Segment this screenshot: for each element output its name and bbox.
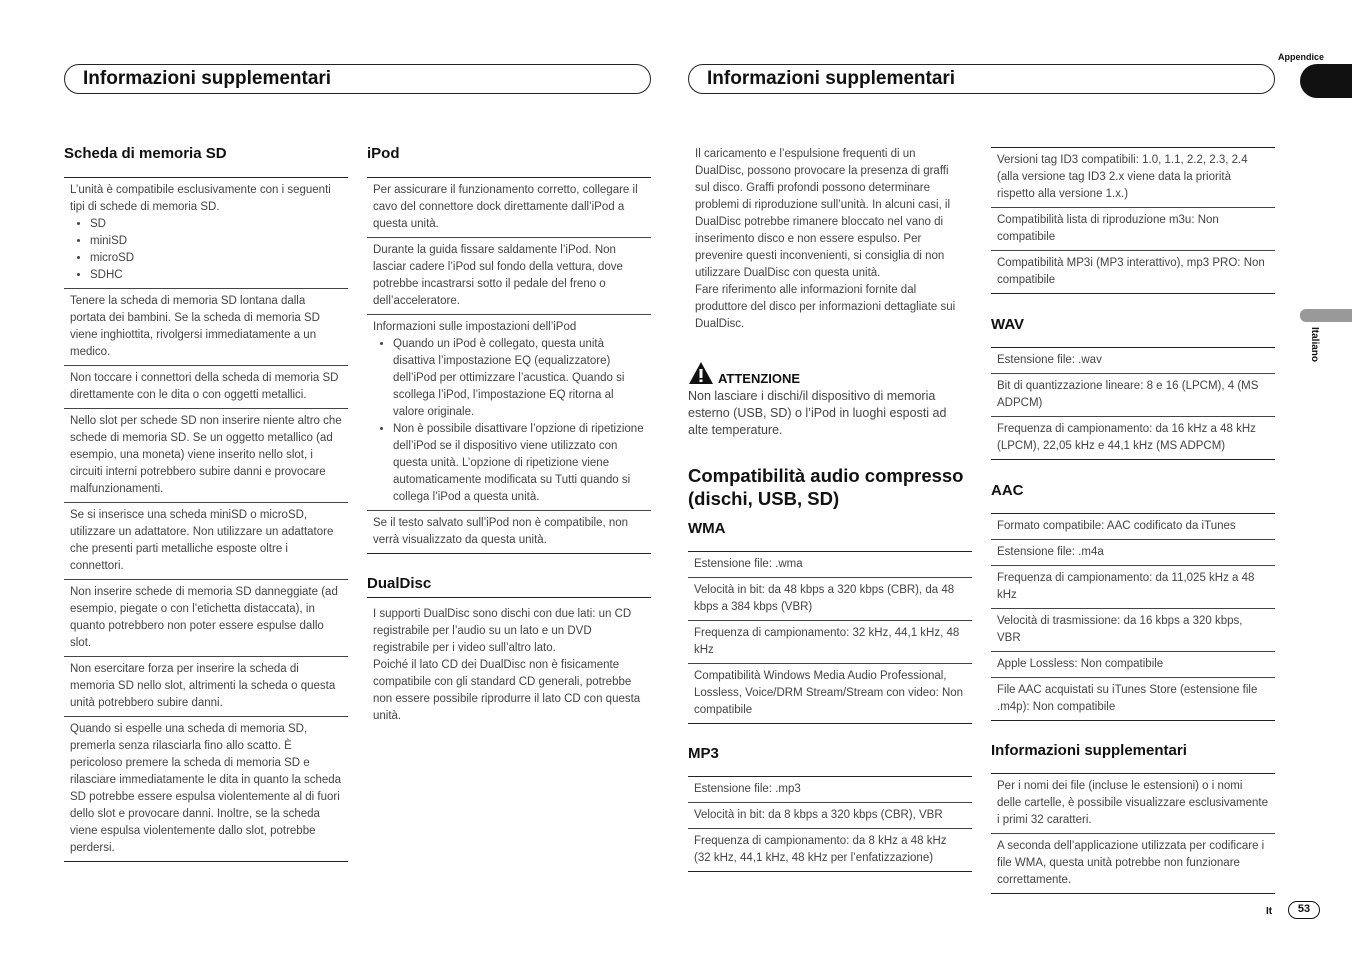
extra-info-section-title: Informazioni supplementari	[991, 742, 1187, 759]
right-page-title: Informazioni supplementari	[688, 64, 1275, 94]
wma-section-title: WMA	[688, 520, 726, 537]
table-row: Per i nomi dei file (incluse le estensioni) o i nomi delle cartelle, è possibile visualizzare esclusivamente i primi 32 caratteri.	[991, 774, 1275, 834]
table-row: Velocità in bit: da 8 kbps a 320 kbps (CBR), VBR	[688, 803, 972, 829]
sd-note: Non esercitare forza per inserire la scheda di memoria SD nello slot, altrimenti la scheda o questa unità potrebbero subire danni.	[64, 657, 348, 717]
caution-text: Non lasciare i dischi/il dispositivo di memoria esterno (USB, SD) o l’iPod in luoghi esposti ad alte temperature.	[688, 389, 947, 437]
mp3-table	[688, 776, 972, 872]
sd-note: Quando si espelle una scheda di memoria SD, premerla senza rilasciarla fino allo scatto. È pericoloso premere la scheda di memoria SD e rilasciare immediatamente le dita in quanto la scheda SD potrebbe essere espulsa violentemente al di fuori dello slot e provocare danni. Inoltre, se la scheda viene espulsa violentemente dallo slot, potrebbe perdersi.	[70, 723, 342, 854]
table-row: Formato compatibile: AAC codificato da iTunes	[991, 514, 1275, 540]
list-item: • miniSD	[90, 233, 342, 250]
dualdisc-section-title: DualDisc	[367, 575, 432, 592]
table-row: Estensione file: .m4a	[991, 540, 1275, 566]
aac-section-title: AAC	[991, 482, 1024, 499]
list-item: • SD	[90, 216, 342, 233]
table-row: Bit di quantizzazione lineare: 8 e 16 (LPCM), 4 (MS ADPCM)	[991, 374, 1275, 417]
table-row: Estensione file: .wma	[688, 552, 972, 578]
sd-types-list	[70, 216, 342, 284]
list-item: • SDHC	[90, 267, 342, 284]
sd-intro-text: L’unità è compatibile esclusivamente con i seguenti tipi di schede di memoria SD.	[70, 184, 331, 213]
extra-info-table	[991, 773, 1275, 894]
table-row: Estensione file: .mp3	[688, 777, 972, 803]
sd-note: Se si inserisce una scheda miniSD o microSD, utilizzare un adattatore. Non utilizzare un adattatore che presenti parti metalliche esposte oltre i connettori.	[64, 503, 348, 580]
table-row: File AAC acquistati su iTunes Store (estensione file .m4p): Non compatibile	[997, 684, 1258, 713]
sd-note: Nello slot per schede SD non inserire niente altro che schede di memoria SD. Se un oggetto metallico (ad esempio, una moneta) viene inserito nello slot, i circuiti interni potrebbero subire danni e provocare malfunzionamenti.	[64, 409, 348, 503]
wma-table	[688, 551, 972, 724]
language-label: Italiano	[1309, 327, 1320, 363]
table-row: A seconda dell’applicazione utilizzata per codificare i file WMA, questa unità potrebbe non funzionare correttamente.	[997, 840, 1265, 886]
wav-section-title: WAV	[991, 316, 1025, 333]
ipod-eq-cell	[367, 315, 651, 511]
language-tab	[1300, 309, 1352, 322]
table-row: Versioni tag ID3 compatibili: 1.0, 1.1, 2.2, 2.3, 2.4 (alla versione tag ID3 2.x viene data la priorità rispetto alla versione 1.x.)	[991, 148, 1275, 208]
table-row: Compatibilità Windows Media Audio Professional, Lossless, Voice/DRM Stream/Stream con video: Non compatibile	[694, 670, 964, 716]
table-row: Frequenza di campionamento: da 11,025 kHz a 48 kHz	[991, 566, 1275, 609]
dualdisc-text-1: I supporti DualDisc sono dischi con due lati: un CD registrabile per l’audio su un lato e un DVD registrabile per i video sull’altro lato.	[373, 608, 632, 654]
table-row: Compatibilità MP3i (MP3 interattivo), mp3 PRO: Non compatibile	[997, 257, 1265, 286]
sd-note: Tenere la scheda di memoria SD lontana dalla portata dei bambini. Se la scheda di memoria SD viene inghiottita, rivolgersi immediatamente a un medico.	[64, 289, 348, 366]
sd-note: Non toccare i connettori della scheda di memoria SD direttamente con le dita o con oggetti metallici.	[64, 366, 348, 409]
ipod-eq-list	[373, 336, 645, 506]
table-row: Velocità di trasmissione: da 16 kbps a 320 kbps, VBR	[991, 609, 1275, 652]
warning-icon	[688, 361, 714, 385]
dualdisc-text-cell	[367, 598, 651, 729]
ipod-note: Se il testo salvato sull’iPod non è compatibile, non verrà visualizzato da questa unità.	[373, 517, 629, 546]
sd-section-title: Scheda di memoria SD	[64, 145, 227, 162]
left-page-title: Informazioni supplementari	[64, 64, 651, 94]
caution-title: ATTENZIONE	[718, 371, 801, 386]
table-row: Apple Lossless: Non compatibile	[991, 652, 1275, 678]
table-row: Frequenza di campionamento: 32 kHz, 44,1 kHz, 48 kHz	[688, 621, 972, 664]
sd-notes-table	[64, 177, 348, 862]
ipod-note: Per assicurare il funzionamento corretto, collegare il cavo del connettore dock direttamente dall’iPod a questa unità.	[367, 178, 651, 238]
table-row: Estensione file: .wav	[991, 348, 1275, 374]
table-row: Frequenza di campionamento: da 8 kHz a 48 kHz (32 kHz, 44,1 kHz, 48 kHz per l’enfatizzazione)	[694, 835, 947, 864]
compat-section-title: Compatibilità audio compresso (dischi, USB, SD)	[688, 465, 964, 509]
sd-intro-cell	[64, 178, 348, 289]
section-tab	[1300, 64, 1352, 98]
dualdisc-box	[367, 597, 651, 729]
table-row: Velocità in bit: da 48 kbps a 320 kbps (CBR), da 48 kbps a 384 kbps (VBR)	[688, 578, 972, 621]
list-item: • microSD	[90, 250, 342, 267]
dualdisc-cont-1: Il caricamento e l’espulsione frequenti di un DualDisc, possono provocare la presenza di graffi sul disco. Graffi profondi possono determinare problemi di riproduzione sull’unità. In alcuni casi, il DualDisc potrebbe rimanere bloccato nel vano di inserimento disco e non essere espulso. Per prevenire questi inconvenienti, si consiglia di non utilizzare DualDisc con questa unità.	[695, 148, 951, 279]
dualdisc-cont-2: Fare riferimento alle informazioni fornite dal produttore del disco per informazioni dettagliate sui DualDisc.	[695, 284, 956, 330]
mp3-section-title: MP3	[688, 745, 719, 762]
table-row: Compatibilità lista di riproduzione m3u: Non compatibile	[991, 208, 1275, 251]
dualdisc-text-2: Poiché il lato CD dei DualDisc non è fisicamente compatibile con gli standard CD generali, potrebbe non essere possibile riprodurre il lato CD con questa unità.	[373, 659, 641, 722]
table-row: Frequenza di campionamento: da 16 kHz a 48 kHz (LPCM), 22,05 kHz e 44,1 kHz (MS ADPCM)	[997, 423, 1256, 452]
aac-table	[991, 513, 1275, 721]
list-item: • Quando un iPod è collegato, questa unità disattiva l’impostazione EQ (equalizzatore) dell’iPod per ottimizzare l’acustica. Quando si scollega l’iPod, l’impostazione EQ ritorna al valore originale.	[393, 336, 645, 421]
sd-note: Non inserire schede di memoria SD danneggiate (ad esempio, piegate o con l’etichetta distaccata), in quanto potrebbero non poter essere espulse dallo slot.	[64, 580, 348, 657]
ipod-section-title: iPod	[367, 145, 400, 162]
wav-table	[991, 347, 1275, 460]
ipod-note: Durante la guida fissare saldamente l’iPod. Non lasciar cadere l’iPod sul fondo della vettura, dove potrebbe incastrarsi sotto il pedale del freno o dell’acceleratore.	[367, 238, 651, 315]
appendix-label: Appendice	[1278, 52, 1325, 62]
list-item: • Non è possibile disattivare l’opzione di ripetizione dell’iPod se il dispositivo viene utilizzato con questa unità. L’opzione di ripetizione viene automaticamente modificata su Tutti quando si collega l’iPod a questa unità.	[393, 421, 645, 506]
page-number: 53	[1288, 901, 1320, 919]
ipod-notes-table	[367, 177, 651, 554]
language-code: It	[1266, 906, 1273, 917]
mp3-continued-table	[991, 147, 1275, 294]
dualdisc-continued	[695, 146, 965, 333]
ipod-eq-intro: Informazioni sulle impostazioni dell’iPod	[373, 321, 577, 333]
